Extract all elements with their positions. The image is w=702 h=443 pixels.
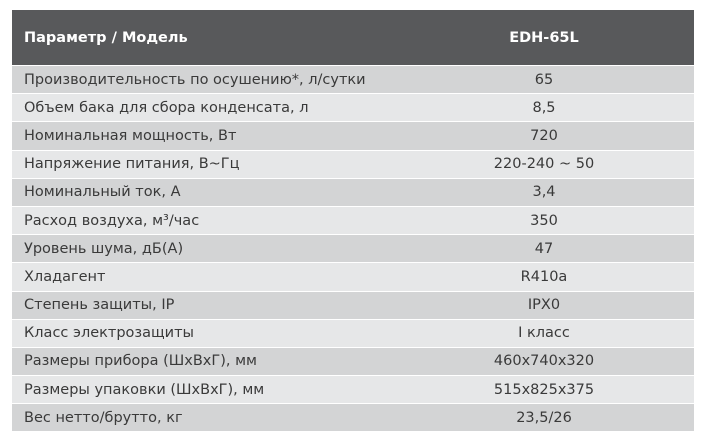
- table-row: [12, 207, 694, 235]
- row-value: 220-240 ~ 50: [493, 156, 595, 173]
- table-row: [12, 263, 694, 291]
- table-row: [12, 94, 694, 122]
- table-row: [12, 122, 694, 150]
- row-parameter: Класс электрозащиты: [24, 325, 194, 342]
- row-parameter: Размеры упаковки (ШхВхГ), мм: [24, 381, 265, 398]
- row-parameter: Уровень шума, дБ(А): [24, 240, 184, 257]
- row-value: 3,4: [532, 184, 556, 201]
- row-value: 515x825x375: [493, 381, 595, 398]
- row-parameter: Номинальный ток, А: [24, 184, 181, 201]
- row-parameter: Объем бака для сбора конденсата, л: [24, 99, 309, 116]
- row-parameter: Вес нетто/брутто, кг: [24, 409, 183, 426]
- table-row: [12, 292, 694, 320]
- table-row: [12, 404, 694, 432]
- row-value: R410a: [520, 268, 568, 285]
- table-row: [12, 66, 694, 94]
- row-value: 720: [530, 127, 558, 144]
- row-parameter: Напряжение питания, В~Гц: [24, 156, 240, 173]
- row-value: 350: [530, 212, 558, 229]
- table-row: [12, 376, 694, 404]
- row-parameter: Производительность по осушению*, л/сутки: [24, 71, 366, 88]
- row-value: 47: [534, 240, 554, 257]
- row-value: 23,5/26: [516, 409, 572, 426]
- row-parameter: Расход воздуха, м³/час: [24, 212, 200, 229]
- row-parameter: Размеры прибора (ШхВхГ), мм: [24, 353, 257, 370]
- table-row: [12, 348, 694, 376]
- row-value: 460x740x320: [493, 353, 595, 370]
- row-value: I класс: [518, 325, 570, 342]
- row-parameter: Степень защиты, IP: [24, 297, 175, 314]
- row-value: IPX0: [527, 297, 561, 314]
- row-parameter: Номинальная мощность, Вт: [24, 127, 237, 144]
- table-body: [12, 66, 694, 432]
- table-row: [12, 235, 694, 263]
- spec-table: [12, 10, 694, 432]
- header-model: EDH-65L: [509, 29, 579, 46]
- header-parameter: Параметр / Модель: [24, 29, 188, 46]
- table-row: [12, 320, 694, 348]
- table-header: [12, 10, 694, 66]
- table-row: [12, 151, 694, 179]
- row-parameter: Хладагент: [24, 268, 106, 285]
- row-value: 65: [534, 71, 554, 88]
- table-row: [12, 179, 694, 207]
- row-value: 8,5: [532, 99, 556, 116]
